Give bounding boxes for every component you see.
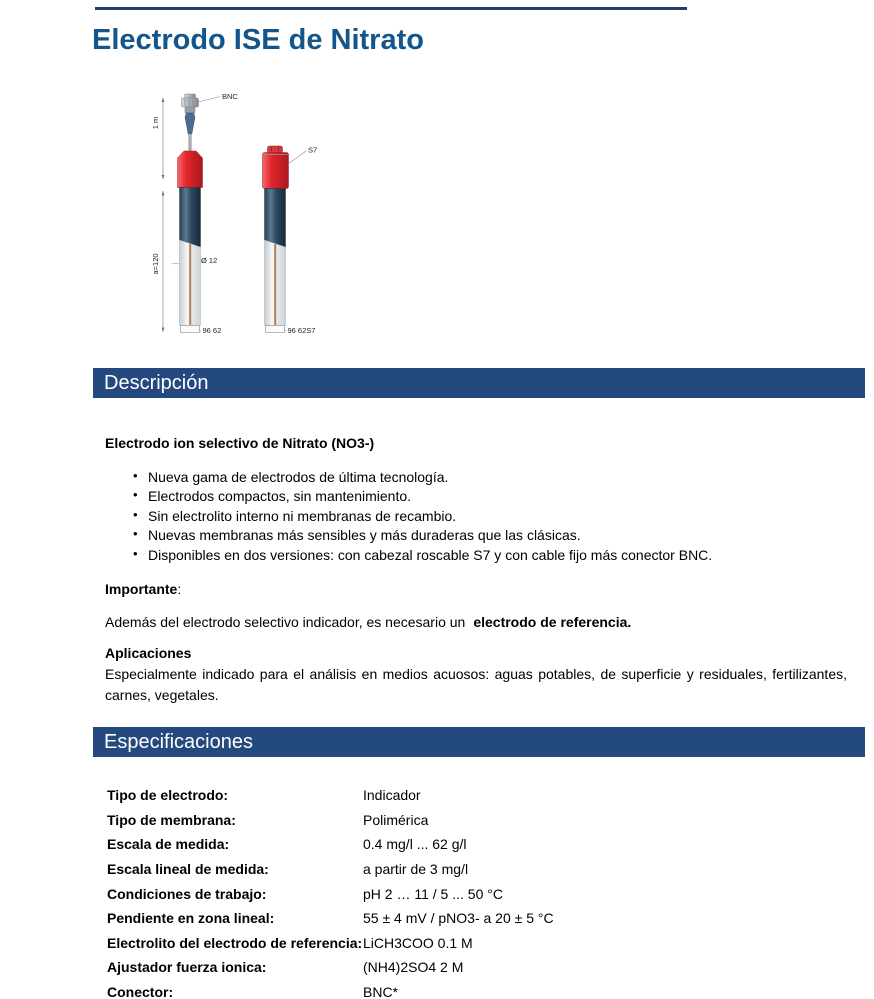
- bnc-label: BNC: [222, 92, 238, 101]
- cable-length-label: 1 m: [151, 116, 160, 130]
- model-number-bnc: 96 62: [202, 326, 222, 335]
- spec-value: 0.4 mg/l ... 62 g/l: [363, 836, 467, 853]
- spec-value: (NH4)2SO4 2 M: [363, 959, 464, 976]
- bullet-item: • Electrodos compactos, sin mantenimiento.: [133, 487, 712, 506]
- important-note-text: Además del electrodo selectivo indicador, es necesario un: [105, 614, 466, 630]
- bullet-item: • Disponibles en dos versiones: con cabezal roscable S7 y con cable fijo más conector BNC.: [133, 546, 712, 565]
- spec-label: Pendiente en zona lineal:: [107, 910, 275, 927]
- spec-label: Conector:: [107, 984, 174, 999]
- spec-label: Tipo de membrana:: [107, 811, 236, 828]
- important-label: Importante: [105, 581, 178, 597]
- specifications-section-header: Especificaciones: [93, 727, 865, 757]
- applications-paragraph: Especialmente indicado para el análisis en medios acuosos: aguas potables, de superficie y residuales, fertilizantes, carnes, vegetales.: [105, 666, 847, 703]
- spec-row: [107, 808, 847, 833]
- spec-value: pH 2 … 11 / 5 ... 50 °C: [363, 885, 503, 902]
- spec-row: [107, 955, 847, 980]
- s7-leader-line: [288, 151, 306, 164]
- bnc-leader-line: [198, 97, 220, 103]
- important-colon: :: [177, 581, 182, 597]
- specifications-table: [107, 783, 847, 999]
- page-title: Electrodo ISE de Nitrato: [92, 24, 424, 56]
- applications-heading: Aplicaciones: [105, 645, 192, 661]
- spec-label: Ajustador fuerza ionica:: [107, 959, 267, 976]
- spec-label: Escala de medida:: [107, 836, 230, 853]
- spec-label: Condiciones de trabajo:: [107, 885, 267, 902]
- spec-row: [107, 857, 847, 882]
- model-number-s7: 96 62S7: [287, 326, 316, 335]
- spec-value: Polimérica: [363, 811, 429, 828]
- spec-row: [107, 881, 847, 906]
- electrode-bnc-version: [178, 94, 203, 333]
- feature-bullet-list: [133, 468, 712, 565]
- spec-label: Electrolito del electrodo de referencia:: [107, 934, 363, 951]
- bullet-item: • Sin electrolito interno ni membranas de recambio.: [133, 507, 712, 526]
- description-subtitle: Electrodo ion selectivo de Nitrato (NO3-): [105, 435, 375, 451]
- spec-label: Escala lineal de medida:: [107, 861, 269, 878]
- top-rule: [95, 7, 687, 10]
- electrode-s7-version: [263, 146, 289, 333]
- spec-row: [107, 931, 847, 956]
- spec-row: [107, 832, 847, 857]
- description-section-header: Descripción: [93, 368, 865, 398]
- spec-row: [107, 906, 847, 931]
- s7-label: S7: [308, 145, 318, 155]
- spec-row: [107, 980, 847, 999]
- dimension-body-length: [162, 191, 165, 332]
- spec-value: LiCH3COO 0.1 M: [363, 934, 473, 951]
- diameter-label: Ø 12: [201, 256, 218, 265]
- important-note-bold: electrodo de referencia.: [473, 614, 632, 630]
- bullet-item: • Nueva gama de electrodos de última tecnología.: [133, 468, 712, 487]
- spec-label: Tipo de electrodo:: [107, 787, 229, 804]
- electrode-diagram: [130, 85, 360, 347]
- body-length-label: a=120: [151, 253, 160, 275]
- spec-value: a partir de 3 mg/l: [363, 861, 469, 878]
- spec-row: [107, 783, 847, 808]
- important-heading: [105, 581, 181, 597]
- spec-value: 55 ± 4 mV / pNO3- a 20 ± 5 °C: [363, 910, 554, 927]
- important-note: [105, 614, 631, 630]
- bullet-item: • Nuevas membranas más sensibles y más duraderas que las clásicas.: [133, 526, 712, 545]
- dimension-cable-length: [162, 98, 165, 180]
- spec-value: Indicador: [363, 787, 421, 804]
- spec-value: BNC*: [363, 984, 399, 999]
